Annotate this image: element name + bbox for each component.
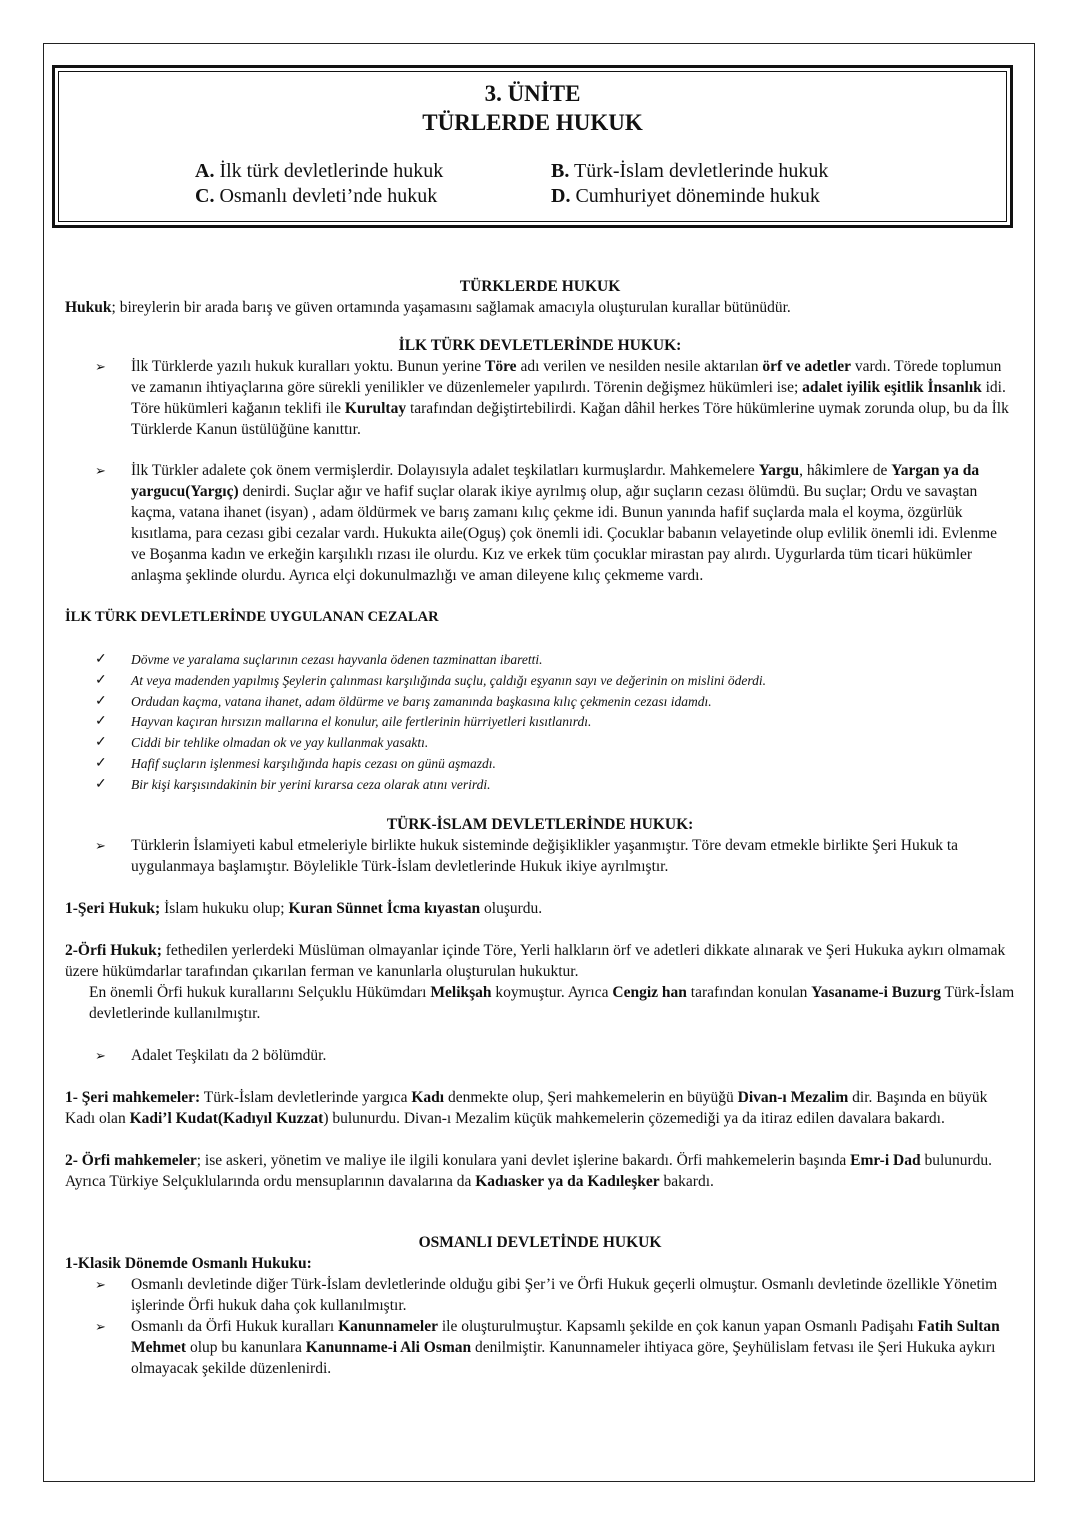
list-item: ✓ Ciddi bir tehlike olmadan ok ve yay kullanmak yasaktı. <box>65 733 1015 754</box>
check-icon: ✓ <box>95 776 107 792</box>
document-body <box>65 276 1015 1379</box>
section-heading-ilk-turk: İLK TÜRK DEVLETLERİNDE HUKUK: <box>398 337 682 354</box>
orfi-hukuk: 2-Örfi Hukuk; fethedilen yerlerdeki Müslüman olmayanlar içinde Töre, Yerli halkların örf ve adetleri dikkate alınarak ve Şeri Hukuka aykırı olmamak üzere hükümdarlar tarafından çıkarılan ferman ve kanunlarla oluşturulan hukuktur. <box>65 941 1006 980</box>
hukuk-definition: Hukuk; bireylerin bir arada barış ve güven ortamında yaşamasını sağlamak amacıyla oluşturulan kurallar bütünüdür. <box>65 299 791 316</box>
orfi-hukuk-detail: En önemli Örfi hukuk kurallarını Selçuklu Hükümdarı Melikşah koymuştur. Ayrıca Cengiz han tarafından konulan Yasaname-i Buzurg Türk-İslam devletlerinde kullanılmıştır. <box>89 983 1015 1022</box>
subheading-klasik-donem: 1-Klasik Dönemde Osmanlı Hukuku: <box>65 1254 312 1272</box>
seri-mahkemeler: 1- Şeri mahkemeler: Türk-İslam devletlerinde yargıca Kadı denmekte olup, Şeri mahkemelerin en büyüğü Divan-ı Mezalim dir. Başında en büyük Kadı olan Kadi’l Kudat(Kadıyıl Kuzzat) bulunurdu. Divan-ı Mezalim küçük mahkemelerin çözemediği ya da itiraz edilen davalara bakardı. <box>65 1088 988 1127</box>
arrow-bullet-icon: ➢ <box>95 837 106 853</box>
list-item: ✓ At veya madenden yapılmış Şeylerin çalınması karşılığında suçlu, çaldığı eşyanın sayı ve değerinin on mislini öderdi. <box>65 671 1015 692</box>
bullet-osmanli-hukuk: ➢ Osmanlı devletinde diğer Türk-İslam devletlerinde olduğu gibi Şer’i ve Örfi Hukuk geçerli olmuştur. Osmanlı devletinde özellikle Yönetim işlerinde Örfi hukuk daha çok kullanılmıştır. <box>95 1275 998 1314</box>
topic-a: A. İlk türk devletlerinde hukuk <box>195 160 444 182</box>
bullet-kanunnameler: ➢ Osmanlı da Örfi Hukuk kuralları Kanunnameler ile oluşturulmuştur. Kapsamlı şekilde en çok kanun yapan Osmanlı Padişahı Fatih Sultan Mehmet olup bu kanunlara Kanunname-i Ali Osman denilmiştir. Kanunnameler ihtiyaca göre, Şeyhülislam fetvası ile Şeri Hukuka aykırı olmayacak şekilde düzenlenirdi. <box>95 1317 1000 1377</box>
section-heading-turklerde-hukuk: TÜRKLERDE HUKUK <box>459 278 621 295</box>
unit-title: TÜRLERDE HUKUK <box>422 110 643 135</box>
list-item: ✓ Dövme ve yaralama suçlarının cezası hayvanla ödenen tazminattan ibaretti. <box>65 650 1015 671</box>
arrow-bullet-icon: ➢ <box>95 1276 106 1292</box>
check-icon: ✓ <box>95 652 107 667</box>
topic-b: B. Türk-İslam devletlerinde hukuk <box>551 160 829 182</box>
penalty-list <box>65 650 1015 796</box>
arrow-bullet-icon: ➢ <box>95 359 106 374</box>
arrow-bullet-icon: ➢ <box>95 463 106 478</box>
title-box-inner <box>58 71 1007 222</box>
check-icon: ✓ <box>95 735 107 751</box>
title-box <box>52 65 1013 228</box>
list-item: ✓ Bir kişi karşısındakinin bir yerini kırarsa ceza olarak atını verirdi. <box>65 775 1015 796</box>
section-heading-cezalar: İLK TÜRK DEVLETLERİNDE UYGULANAN CEZALAR <box>65 609 439 625</box>
topic-d: D. Cumhuriyet döneminde hukuk <box>551 185 820 207</box>
bullet-adalet-teskilati: ➢ Adalet Teşkilatı da 2 bölümdür. <box>95 1046 327 1064</box>
unit-number: 3. ÜNİTE <box>484 81 581 106</box>
check-icon: ✓ <box>95 693 107 709</box>
list-item: ✓ Ordudan kaçma, vatana ihanet, adam öldürme ve barış zamanında başkasına kılıç çekmenin cezası idamdı. <box>65 692 1015 713</box>
topic-c: C. Osmanlı devleti’nde hukuk <box>195 185 438 207</box>
section-heading-osmanli: OSMANLI DEVLETİNDE HUKUK <box>418 1233 662 1251</box>
list-item: ✓ Hayvan kaçıran hırsızın mallarına el konulur, aile fertlerinin hürriyetleri kısıtlanırdı. <box>65 712 1015 733</box>
check-icon: ✓ <box>95 672 107 688</box>
bullet-islamiyet: ➢ Türklerin İslamiyeti kabul etmeleriyle birlikte hukuk sisteminde değişiklikler yaşanmıştır. Töre devam etmekle birlikte Şeri Hukuk ta uygulanmaya başlamıştır. Böylelikle Türk-İslam devletlerinde Hukuk ikiye ayrılmıştır. <box>95 836 959 875</box>
arrow-bullet-icon: ➢ <box>95 1318 106 1334</box>
section-heading-turk-islam: TÜRK-İSLAM DEVLETLERİNDE HUKUK: <box>386 815 694 833</box>
bullet-adalet: ➢ İlk Türkler adalete çok önem vermişlerdir. Dolayısıyla adalet teşkilatları kurmuşlardır. Mahkemelere Yargu, hâkimlere de Yargan ya da yargucu(Yargıç) denirdi. Suçlar ağır ve hafif suçlar olarak ikiye ayrılmış olup, ağır suçların cezası ölümdü. Bu suçlar; Ordu ve savaştan kaçma, vatana ihanet (isyan) , adam öldürmek ve barış zamanı kılıç çekme idi. Bunun yanında hafif suçlarda mala el koyma, özgürlük kısıtlama, para cezası gibi cezalar vardı. Hukukta aile(Oguş) çok önemli idi. Çocuklar babanın velayetinde olup evlilik önemli idi. Evlenme ve Boşanma kadın ve erkeğin karşılıklı rızası ile olurdu. Kız ve erkek tüm çocuklar mirastan pay alırdı. Uygurlarda tüm ticari hükümler anlaşma şeklinde olurdu. Ayrıca elçi dokunulmazlığı ve aman dileyene kılıç çekmeme vardı. <box>95 462 998 584</box>
check-icon: ✓ <box>95 755 107 771</box>
orfi-mahkemeler: 2- Örfi mahkemeler; ise askeri, yönetim ve maliye ile ilgili konulara yani devlet işlerine bakardı. Örfi mahkemelerin başında Emr-i Dad bulunurdu. Ayrıca Türkiye Selçuklularında ordu mensuplarının davalarına da Kadıasker ya da Kadıleşker bakardı. <box>65 1151 993 1190</box>
arrow-bullet-icon: ➢ <box>95 1047 106 1063</box>
list-item: ✓ Hafif suçların işlenmesi karşılığında hapis cezası on günü aşmazdı. <box>65 754 1015 775</box>
seri-hukuk: 1-Şeri Hukuk; İslam hukuku olup; Kuran Sünnet İcma kıyastan oluşurdu. <box>65 899 543 917</box>
check-icon: ✓ <box>95 714 107 730</box>
bullet-tore: ➢ İlk Türklerde yazılı hukuk kuralları yoktu. Bunun yerine Töre adı verilen ve nesilden nesile aktarılan örf ve adetler vardı. Törede toplumun ve zamanın ihtiyaçlarına göre sürekli yenilikler ve düzenlemeler yapılırdı. Törenin değişmez hükümleri ise; adalet iyilik eşitlik İnsanlık idi. Töre hükümleri kağanın teklifi ile Kurultay tarafından değiştirtebilirdi. Kağan dâhil herkes Töre hükümlerine uymak zorunda olup, bu da İlk Türklerde Kanun üstülüğüne kanıttır. <box>95 358 1009 438</box>
